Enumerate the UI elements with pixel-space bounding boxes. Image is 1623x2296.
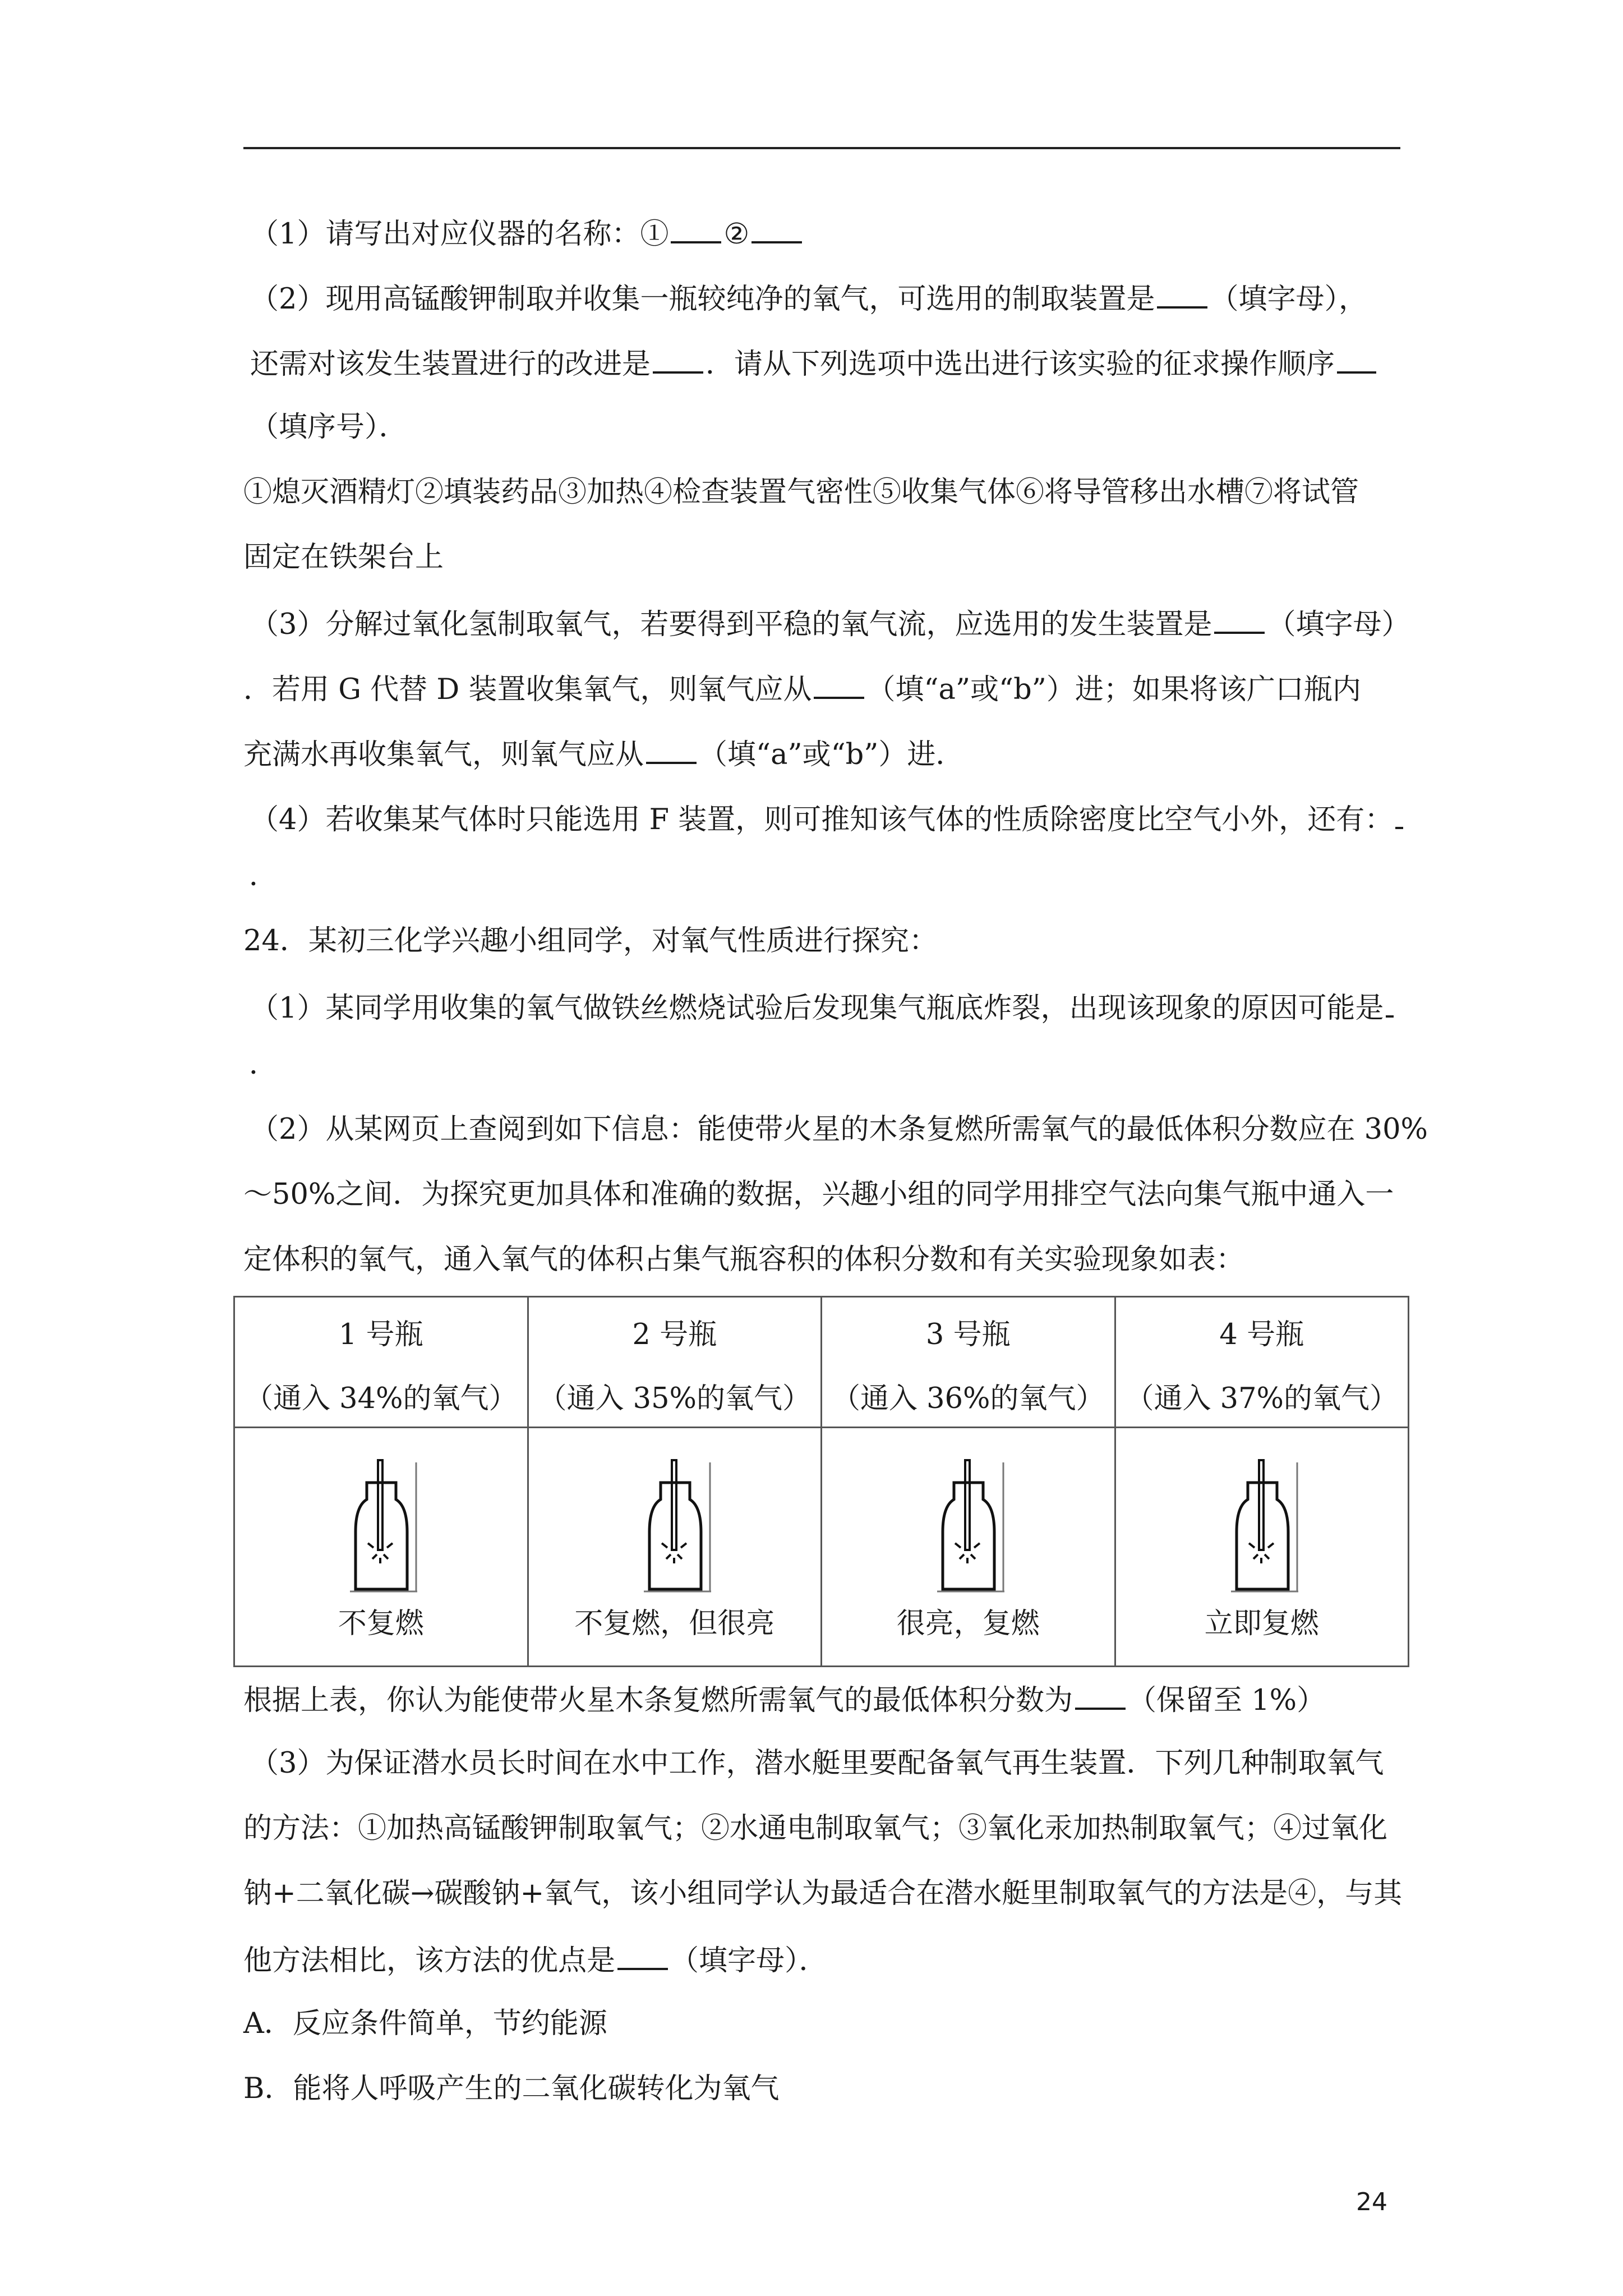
q1-sep: ② bbox=[723, 218, 750, 251]
gas-jar-with-splint-icon bbox=[1214, 1459, 1310, 1599]
q24-p3-note: （填字母）． bbox=[670, 1944, 828, 1977]
q3-text-3a: 充满水再收集氧气，则氧气应从 bbox=[243, 738, 644, 771]
q3-text-1a: （3）分解过氧化氢制取氧气，若要得到平稳的氧气流，应选用的发生装置是 bbox=[250, 608, 1212, 641]
header-rule bbox=[243, 147, 1400, 149]
table-image-cell bbox=[234, 1428, 528, 1667]
option-a: A．反应条件简单，节约能源 bbox=[243, 2007, 607, 2040]
bottle-oxygen-note: （通入 37%的氧气） bbox=[1125, 1382, 1399, 1416]
q3-text-2a: ．若用 G 代替 D 装置收集氧气，则氧气应从 bbox=[243, 673, 812, 706]
q24-p3-blank[interactable] bbox=[617, 1942, 668, 1970]
bottle-result: 立即复燃 bbox=[1204, 1607, 1319, 1640]
q24-p3-line-4 bbox=[243, 1942, 828, 1978]
q2-line-1 bbox=[250, 280, 1367, 316]
q2-text-2a: 还需对该发生装置进行的改进是 bbox=[250, 348, 651, 381]
q24-p1-blank[interactable] bbox=[1386, 990, 1394, 1018]
bottle-result: 很亮，复燃 bbox=[896, 1607, 1040, 1640]
q1-blank-1[interactable] bbox=[671, 215, 721, 243]
bottle-name: 4 号瓶 bbox=[1219, 1318, 1304, 1352]
q3-text-2b: （填“a”或“b”）进；如果将该广口瓶内 bbox=[866, 673, 1361, 706]
table-header-cell bbox=[1115, 1297, 1409, 1428]
q3-line-3 bbox=[243, 736, 964, 772]
q1-blank-2[interactable] bbox=[751, 215, 802, 243]
q2-blank-2[interactable] bbox=[653, 346, 703, 374]
q3-blank-2[interactable] bbox=[814, 671, 864, 699]
q24-p3-line-2: 的方法：①加热高锰酸钾制取氧气；②水通电制取氧气；③氧化汞加热制取氧气；④过氧化 bbox=[243, 1812, 1388, 1845]
bottle-oxygen-note: （通入 34%的氧气） bbox=[244, 1382, 518, 1416]
q24-p2-line-3: 定体积的氧气，通入氧气的体积占集气瓶容积的体积分数和有关实验现象如表： bbox=[243, 1243, 1245, 1276]
q3-line-2 bbox=[243, 671, 1361, 707]
q2-text-2b: ．请从下列选项中选出进行该实验的征求操作顺序 bbox=[706, 348, 1335, 381]
page-number: 24 bbox=[1356, 2188, 1387, 2216]
bottle-name: 1 号瓶 bbox=[338, 1318, 423, 1352]
q24-p3-text: 他方法相比，该方法的优点是 bbox=[243, 1944, 616, 1977]
table-image-cell bbox=[822, 1428, 1115, 1667]
q2-line-3: （填序号）． bbox=[250, 411, 408, 444]
bottle-name: 2 号瓶 bbox=[632, 1318, 717, 1352]
bottle-name: 3 号瓶 bbox=[925, 1318, 1011, 1352]
bottle-oxygen-note: （通入 35%的氧气） bbox=[538, 1382, 811, 1416]
q4-text: （4）若收集某气体时只能选用 F 装置，则可推知该气体的性质除密度比空气小外，还有： bbox=[250, 803, 1394, 836]
q2-blank-1[interactable] bbox=[1157, 280, 1207, 309]
q24-title: 24．某初三化学兴趣小组同学，对氧气性质进行探究： bbox=[243, 924, 938, 958]
q3-blank-3[interactable] bbox=[646, 736, 697, 764]
bottle-oxygen-note: （通入 36%的氧气） bbox=[831, 1382, 1105, 1416]
q24-p2-line-1: （2）从某网页上查阅到如下信息：能使带火星的木条复燃所需氧气的最低体积分数应在 30% bbox=[250, 1113, 1428, 1146]
q24-p3-line-1: （3）为保证潜水员长时间在水中工作，潜水艇里要配备氧气再生装置．下列几种制取氧气 bbox=[250, 1747, 1384, 1780]
q24-p1-line bbox=[250, 990, 1396, 1025]
q2-line-2 bbox=[250, 346, 1378, 381]
q24-p3-line-3: 钠+二氧化碳→碳酸钠+氧气，该小组同学认为最适合在潜水艇里制取氧气的方法是④，与其 bbox=[243, 1877, 1403, 1910]
q2-text-1b: （填字母）， bbox=[1210, 283, 1367, 316]
gas-jar-with-splint-icon bbox=[920, 1459, 1016, 1599]
bottle-result: 不复燃 bbox=[338, 1607, 424, 1640]
table-header-cell bbox=[234, 1297, 528, 1428]
gas-jar-with-splint-icon bbox=[333, 1459, 428, 1599]
q4-blank[interactable] bbox=[1395, 801, 1403, 829]
q3-text-3b: （填“a”或“b”）进． bbox=[699, 738, 965, 771]
observation-table bbox=[233, 1296, 1409, 1667]
q24-p2-after bbox=[243, 1682, 1325, 1718]
gas-jar-with-splint-icon bbox=[627, 1459, 722, 1599]
q24-p2-after-note: （保留至 1%） bbox=[1128, 1684, 1326, 1717]
table-image-cell bbox=[1115, 1428, 1409, 1667]
q2-options-line-2: 固定在铁架台上 bbox=[243, 541, 444, 574]
q1-line bbox=[250, 215, 804, 251]
q3-blank-1[interactable] bbox=[1214, 606, 1265, 634]
q24-p2-after-text: 根据上表，你认为能使带火星木条复燃所需氧气的最低体积分数为 bbox=[243, 1684, 1073, 1717]
q1-number: （1） bbox=[250, 218, 326, 251]
q2-options-line-1: ①熄灭酒精灯②填装药品③加热④检查装置气密性⑤收集气体⑥将导管移出水槽⑦将试管 bbox=[243, 476, 1359, 509]
option-b: B．能将人呼吸产生的二氧化碳转化为氧气 bbox=[243, 2072, 780, 2105]
q24-p2-line-2: ～50%之间．为探究更加具体和准确的数据，兴趣小组的同学用排空气法向集气瓶中通入一 bbox=[243, 1178, 1394, 1211]
q2-text-1a: （2）现用高锰酸钾制取并收集一瓶较纯净的氧气，可选用的制取装置是 bbox=[250, 283, 1155, 316]
q3-line-1 bbox=[250, 606, 1410, 642]
table-image-cell bbox=[528, 1428, 822, 1667]
q4-period: ． bbox=[249, 859, 278, 892]
table-header-cell bbox=[528, 1297, 822, 1428]
q24-p2-blank[interactable] bbox=[1075, 1682, 1126, 1710]
q24-p1-period: ． bbox=[249, 1048, 278, 1081]
q2-blank-3[interactable] bbox=[1337, 346, 1376, 374]
q24-p1-text: （1）某同学用收集的氧气做铁丝燃烧试验后发现集气瓶底炸裂，出现该现象的原因可能是 bbox=[250, 992, 1384, 1025]
bottle-result: 不复燃，但很亮 bbox=[574, 1607, 775, 1640]
table-header-cell bbox=[822, 1297, 1115, 1428]
q4-line-1 bbox=[250, 801, 1405, 837]
q1-text: 请写出对应仪器的名称：① bbox=[325, 218, 669, 251]
q3-text-1b: （填字母） bbox=[1267, 608, 1410, 641]
